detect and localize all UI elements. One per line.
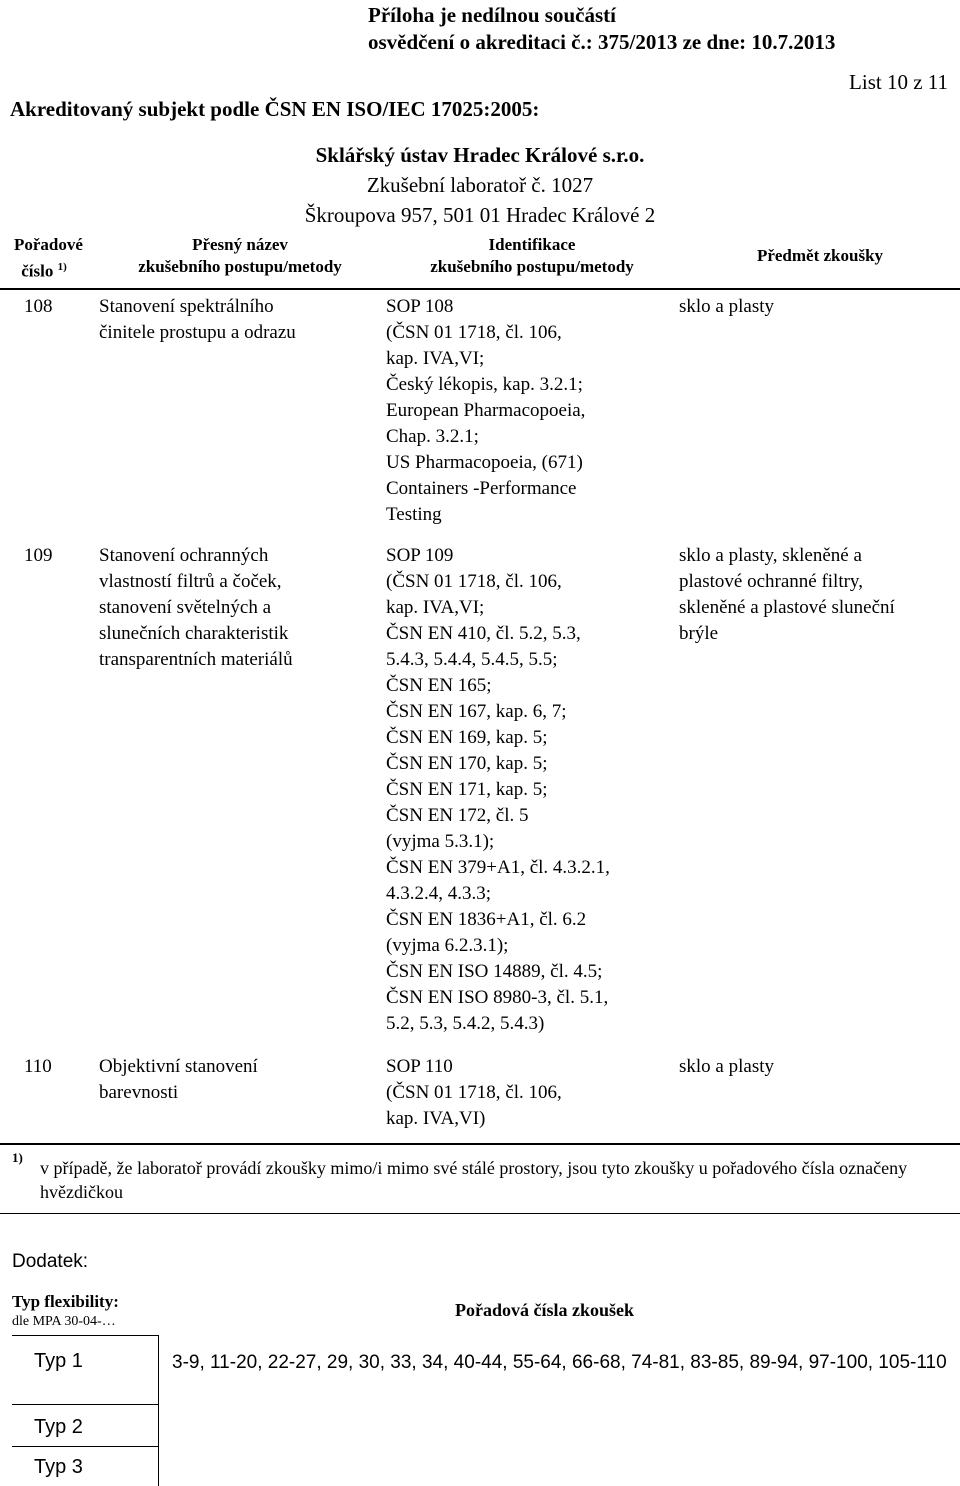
- annex-line-1: Příloha je nedílnou součástí: [368, 3, 616, 27]
- cell-line: ČSN EN 379+A1, čl. 4.3.2.1,: [386, 857, 610, 878]
- table-bottom-rule: [0, 1143, 960, 1145]
- annex-line-2: osvědčení o akreditaci č.: 375/2013 ze dne: 10.7.2013: [368, 30, 836, 54]
- column-header-name-line2: zkušebního postupu/metody: [138, 257, 342, 276]
- cell-line: Chap. 3.2.1;: [386, 426, 479, 447]
- cell-line: 5.4.3, 5.4.4, 5.4.5, 5.5;: [386, 649, 558, 670]
- row-method-id: [386, 1054, 656, 1132]
- column-header-id-line2: zkušebního postupu/metody: [430, 257, 634, 276]
- cell-line: plastové ochranné filtry,: [679, 571, 863, 592]
- type-2-label: Typ 2: [34, 1416, 83, 1438]
- column-header-name: [110, 234, 370, 278]
- cell-line: Stanovení ochranných: [99, 545, 269, 566]
- column-header-name-line1: Přesný název: [192, 235, 288, 254]
- cell-line: ČSN EN 167, kap. 6, 7;: [386, 701, 567, 722]
- organization-block: [0, 140, 960, 230]
- cell-line: činitele prostupu a odrazu: [99, 322, 296, 343]
- cell-line: ČSN EN 410, čl. 5.2, 5.3,: [386, 623, 581, 644]
- cell-line: SOP 109: [386, 545, 454, 566]
- footnote-text: v případě, že laboratoř provádí zkoušky mimo/i mimo své stálé prostory, jsou tyto zkoušky u pořadového čísla označeny hvězdičkou: [40, 1158, 908, 1202]
- row-method-name: [99, 543, 369, 673]
- cell-line: (ČSN 01 1718, čl. 106,: [386, 322, 562, 343]
- cell-line: (vyjma 6.2.3.1);: [386, 935, 509, 956]
- organization-name: Sklářský ústav Hradec Králové s.r.o.: [315, 143, 645, 167]
- type-1-values: 3-9, 11-20, 22-27, 29, 30, 33, 34, 40-44, 55-64, 66-68, 74-81, 83-85, 89-94, 97-100, 105-110: [172, 1352, 947, 1373]
- flex-type-header: Typ flexibility:: [12, 1292, 119, 1311]
- row-number: 108: [24, 296, 53, 317]
- cell-line: sklo a plasty, skleněné a: [679, 545, 862, 566]
- cell-line: kap. IVA,VI): [386, 1108, 486, 1129]
- row-method-id: [386, 543, 656, 1037]
- order-numbers-header: Pořadová čísla zkoušek: [455, 1300, 635, 1320]
- type-1-label: Typ 1: [34, 1350, 83, 1372]
- cell-line: sklo a plasty: [679, 296, 774, 317]
- cell-line: Český lékopis, kap. 3.2.1;: [386, 374, 583, 395]
- cell-line: SOP 108: [386, 296, 454, 317]
- column-header-id: [392, 234, 672, 278]
- column-header-number-line2: [14, 256, 74, 283]
- cell-line: stanovení světelných a: [99, 597, 272, 618]
- footnote-mark: 1): [12, 1150, 23, 1165]
- row-method-name: [99, 1054, 369, 1106]
- cell-line: (vyjma 5.3.1);: [386, 831, 495, 852]
- column-header-number: [14, 234, 83, 283]
- column-header-id-line1: Identifikace: [488, 235, 576, 254]
- footnote-ref: 1): [57, 261, 67, 273]
- column-header-number-line1: Pořadové: [14, 235, 83, 254]
- cell-line: skleněné a plastové sluneční: [679, 597, 895, 618]
- section-divider: [0, 1213, 960, 1214]
- organization-address: Škroupova 957, 501 01 Hradec Králové 2: [304, 203, 656, 227]
- cell-line: vlastností filtrů a čoček,: [99, 571, 282, 592]
- cell-line: (ČSN 01 1718, čl. 106,: [386, 571, 562, 592]
- cell-line: kap. IVA,VI;: [386, 348, 485, 369]
- cell-line: ČSN EN ISO 8980-3, čl. 5.1,: [386, 987, 609, 1008]
- cell-line: ČSN EN 172, čl. 5: [386, 805, 529, 826]
- cell-line: Testing: [386, 504, 442, 525]
- cell-line: ČSN EN 1836+A1, čl. 6.2: [386, 909, 587, 930]
- cell-line: sklo a plasty: [679, 1056, 774, 1077]
- column-header-subject: Předmět zkoušky: [756, 246, 884, 265]
- cell-line: Containers -Performance: [386, 478, 577, 499]
- type-rule: [12, 1446, 158, 1447]
- cell-line: 4.3.2.4, 4.3.3;: [386, 883, 492, 904]
- row-number: 110: [24, 1056, 52, 1077]
- cell-line: barevnosti: [99, 1082, 179, 1103]
- type-3-label: Typ 3: [34, 1456, 83, 1478]
- cell-line: kap. IVA,VI;: [386, 597, 485, 618]
- accredited-subject: Akreditovaný subjekt podle ČSN EN ISO/IEC 17025:2005:: [10, 97, 540, 121]
- row-subject: [679, 543, 954, 647]
- cell-line: ČSN EN 170, kap. 5;: [386, 753, 548, 774]
- cell-line: Objektivní stanovení: [99, 1056, 258, 1077]
- laboratory-name: Zkušební laboratoř č. 1027: [366, 173, 594, 197]
- sheet-number: List 10 z 11: [849, 70, 948, 94]
- cell-line: (ČSN 01 1718, čl. 106,: [386, 1082, 562, 1103]
- cell-line: Stanovení spektrálního: [99, 296, 274, 317]
- addendum-title: Dodatek:: [12, 1251, 89, 1272]
- row-method-id: [386, 294, 656, 528]
- cell-line: transparentních materiálů: [99, 649, 293, 670]
- cell-line: European Pharmacopoeia,: [386, 400, 586, 421]
- cell-line: slunečních charakteristik: [99, 623, 289, 644]
- column-header-number-text: číslo: [21, 261, 54, 281]
- row-subject: [679, 294, 954, 320]
- cell-line: SOP 110: [386, 1056, 453, 1077]
- flex-type-subheader: dle MPA 30-04-…: [12, 1314, 116, 1329]
- type-rule: [12, 1404, 158, 1405]
- cell-line: ČSN EN ISO 14889, čl. 4.5;: [386, 961, 603, 982]
- annex-note: [368, 2, 835, 56]
- flex-column-rule: [158, 1335, 159, 1486]
- table-header: [0, 232, 960, 290]
- cell-line: ČSN EN 165;: [386, 675, 492, 696]
- row-number: 109: [24, 545, 53, 566]
- row-method-name: [99, 294, 369, 346]
- flex-header-rule: [12, 1335, 158, 1336]
- cell-line: ČSN EN 171, kap. 5;: [386, 779, 548, 800]
- cell-line: US Pharmacopoeia, (671): [386, 452, 583, 473]
- cell-line: 5.2, 5.3, 5.4.2, 5.4.3): [386, 1013, 545, 1034]
- row-subject: [679, 1054, 954, 1080]
- cell-line: ČSN EN 169, kap. 5;: [386, 727, 548, 748]
- cell-line: brýle: [679, 623, 719, 644]
